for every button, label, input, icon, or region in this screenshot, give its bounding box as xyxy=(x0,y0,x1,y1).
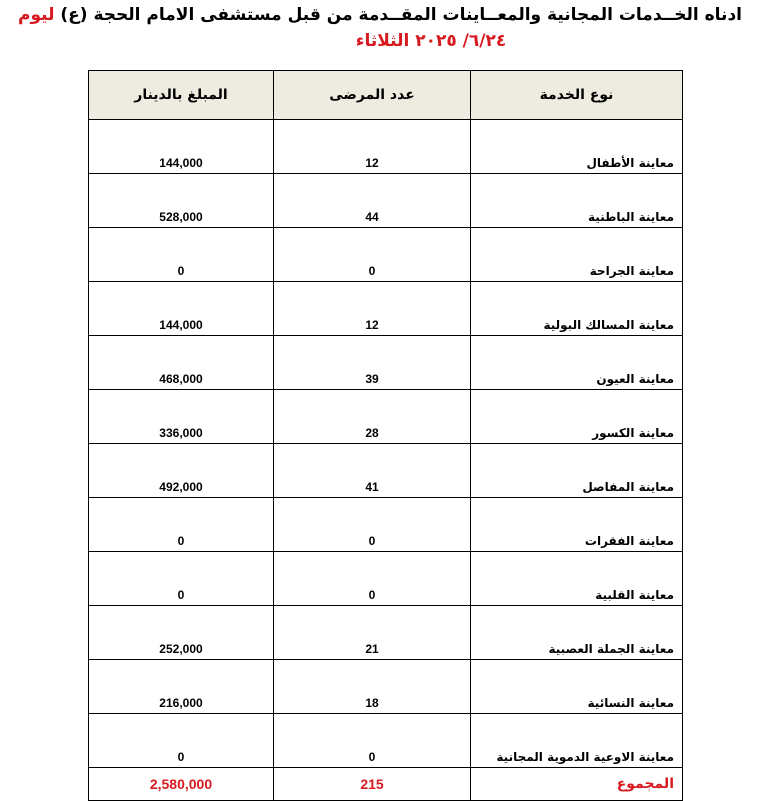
patient-count-cell: 44 xyxy=(274,174,471,228)
header-service-type: نوع الخدمة xyxy=(471,71,683,120)
table-row xyxy=(89,228,683,282)
patient-count-cell: 21 xyxy=(274,606,471,660)
patient-count-cell: 12 xyxy=(274,120,471,174)
table-row xyxy=(89,120,683,174)
amount-cell: 0 xyxy=(89,552,274,606)
table-row xyxy=(89,174,683,228)
amount-cell: 216,000 xyxy=(89,660,274,714)
table-header-row xyxy=(89,71,683,120)
total-amount: 2,580,000 xyxy=(89,768,274,801)
total-count: 215 xyxy=(274,768,471,801)
patient-count-cell: 0 xyxy=(274,498,471,552)
table-row xyxy=(89,282,683,336)
title-day-word: ليوم xyxy=(18,5,55,25)
service-type-cell: معاينة القلبية xyxy=(471,552,683,606)
patient-count-cell: 28 xyxy=(274,390,471,444)
patient-count-cell: 0 xyxy=(274,552,471,606)
table-row xyxy=(89,444,683,498)
service-type-cell: معاينة الجملة العصبية xyxy=(471,606,683,660)
patient-count-cell: 0 xyxy=(274,228,471,282)
title-main-text: ادناه الخــدمات المجانية والمعــاينات المقــدمة من قبل مستشفى الامام الحجة (ع) xyxy=(60,5,742,25)
amount-cell: 0 xyxy=(89,714,274,768)
table-row xyxy=(89,552,683,606)
amount-cell: 144,000 xyxy=(89,282,274,336)
patient-count-cell: 18 xyxy=(274,660,471,714)
service-type-cell: معاينة الجراحة xyxy=(471,228,683,282)
patient-count-cell: 39 xyxy=(274,336,471,390)
amount-cell: 252,000 xyxy=(89,606,274,660)
amount-cell: 468,000 xyxy=(89,336,274,390)
amount-cell: 492,000 xyxy=(89,444,274,498)
document-date: ٦/٢٤/ ٢٠٢٥ الثلاثاء xyxy=(355,31,507,51)
service-type-cell: معاينة الاوعية الدموية المجانية xyxy=(471,714,683,768)
amount-cell: 528,000 xyxy=(89,174,274,228)
amount-cell: 144,000 xyxy=(89,120,274,174)
table-row xyxy=(89,336,683,390)
amount-cell: 0 xyxy=(89,228,274,282)
patient-count-cell: 41 xyxy=(274,444,471,498)
total-label: المجموع xyxy=(471,768,683,801)
table-body xyxy=(89,120,683,768)
service-type-cell: معاينة الكسور xyxy=(471,390,683,444)
header-patient-count: عدد المرضى xyxy=(274,71,471,120)
patient-count-cell: 0 xyxy=(274,714,471,768)
service-type-cell: معاينة النسائية xyxy=(471,660,683,714)
service-type-cell: معاينة الفقرات xyxy=(471,498,683,552)
patient-count-cell: 12 xyxy=(274,282,471,336)
service-type-cell: معاينة المسالك البولية xyxy=(471,282,683,336)
table-row xyxy=(89,660,683,714)
document-header xyxy=(18,2,742,54)
table-row xyxy=(89,390,683,444)
table-row xyxy=(89,714,683,768)
amount-cell: 336,000 xyxy=(89,390,274,444)
table-row xyxy=(89,606,683,660)
services-table xyxy=(88,70,683,801)
header-amount: المبلغ بالدينار xyxy=(89,71,274,120)
document-title xyxy=(18,2,742,28)
service-type-cell: معاينة الأطفال xyxy=(471,120,683,174)
total-row xyxy=(89,768,683,801)
service-type-cell: معاينة المفاصل xyxy=(471,444,683,498)
amount-cell: 0 xyxy=(89,498,274,552)
table-row xyxy=(89,498,683,552)
service-type-cell: معاينة العيون xyxy=(471,336,683,390)
service-type-cell: معاينة الباطنية xyxy=(471,174,683,228)
